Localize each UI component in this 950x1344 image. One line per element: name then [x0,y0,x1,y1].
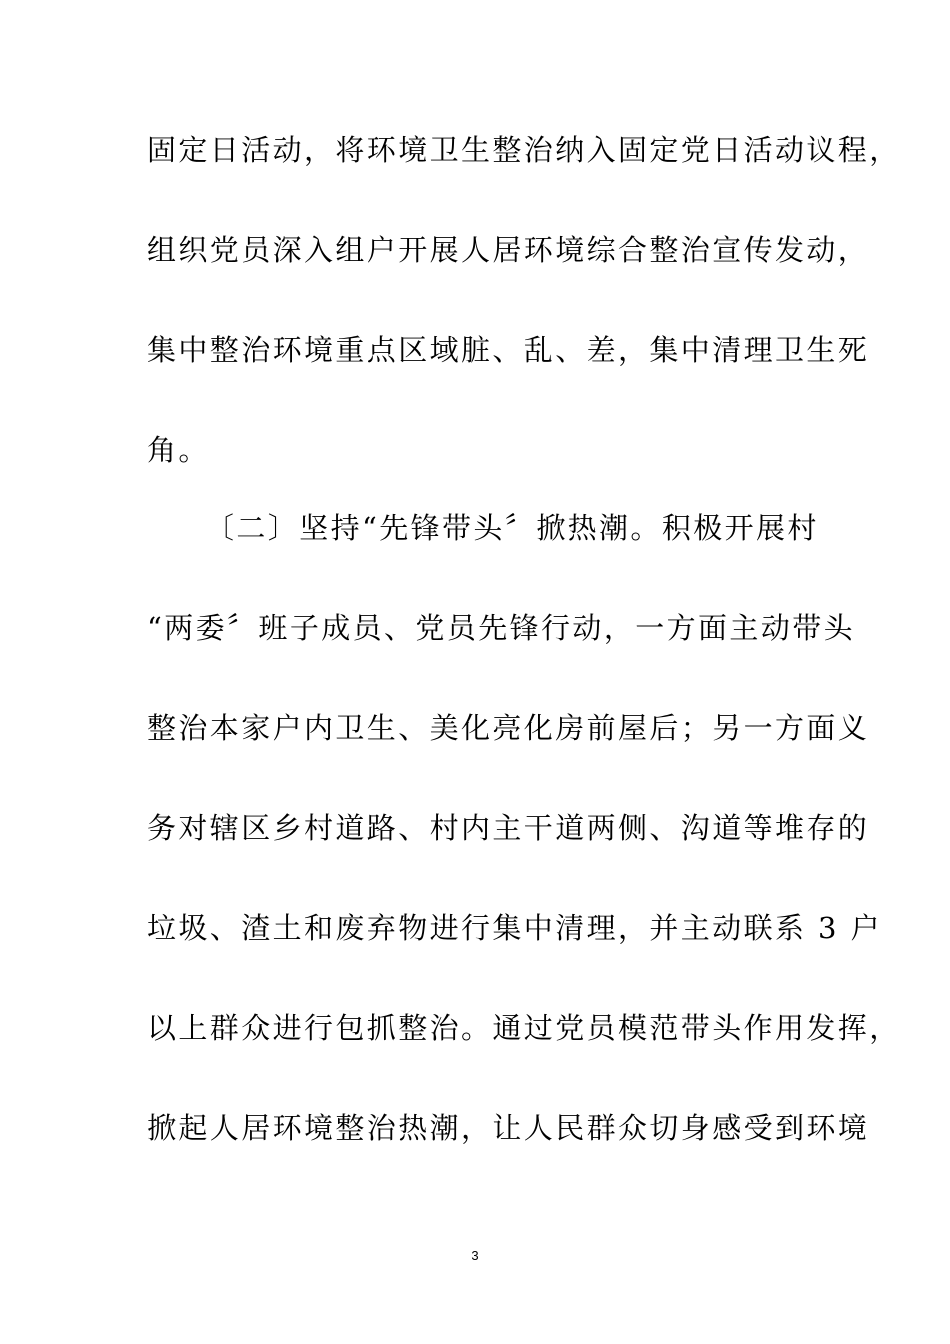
paragraph-line: “两委〞班子成员、党员先锋行动，一方面主动带头 [147,611,856,645]
paragraph-line: 整治本家户内卫生、美化亮化房前屋后；另一方面义 [147,711,870,745]
paragraph-line: 掀起人居环境整治热潮，让人民群众切身感受到环境 [147,1111,870,1145]
paragraph-line: 集中整治环境重点区域脏、乱、差，集中清理卫生死 [147,333,870,367]
paragraph-line: 以上群众进行包抓整治。通过党员模范带头作用发挥， [147,1011,901,1045]
paragraph-line: 垃圾、渣土和废弃物进行集中清理，并主动联系 3 户 [147,911,882,945]
paragraph-line: 固定日活动，将环境卫生整治纳入固定党日活动议程， [147,133,901,167]
page-number: 3 [471,1248,479,1263]
paragraph-line: 务对辖区乡村道路、村内主干道两侧、沟道等堆存的 [147,811,870,845]
paragraph-line: 组织党员深入组户开展人居环境综合整治宣传发动， [147,233,870,267]
section-heading-line: 〔二〕坚持“先锋带头〞掀热潮。积极开展村 [205,511,819,545]
paragraph-line: 角。 [147,433,210,467]
